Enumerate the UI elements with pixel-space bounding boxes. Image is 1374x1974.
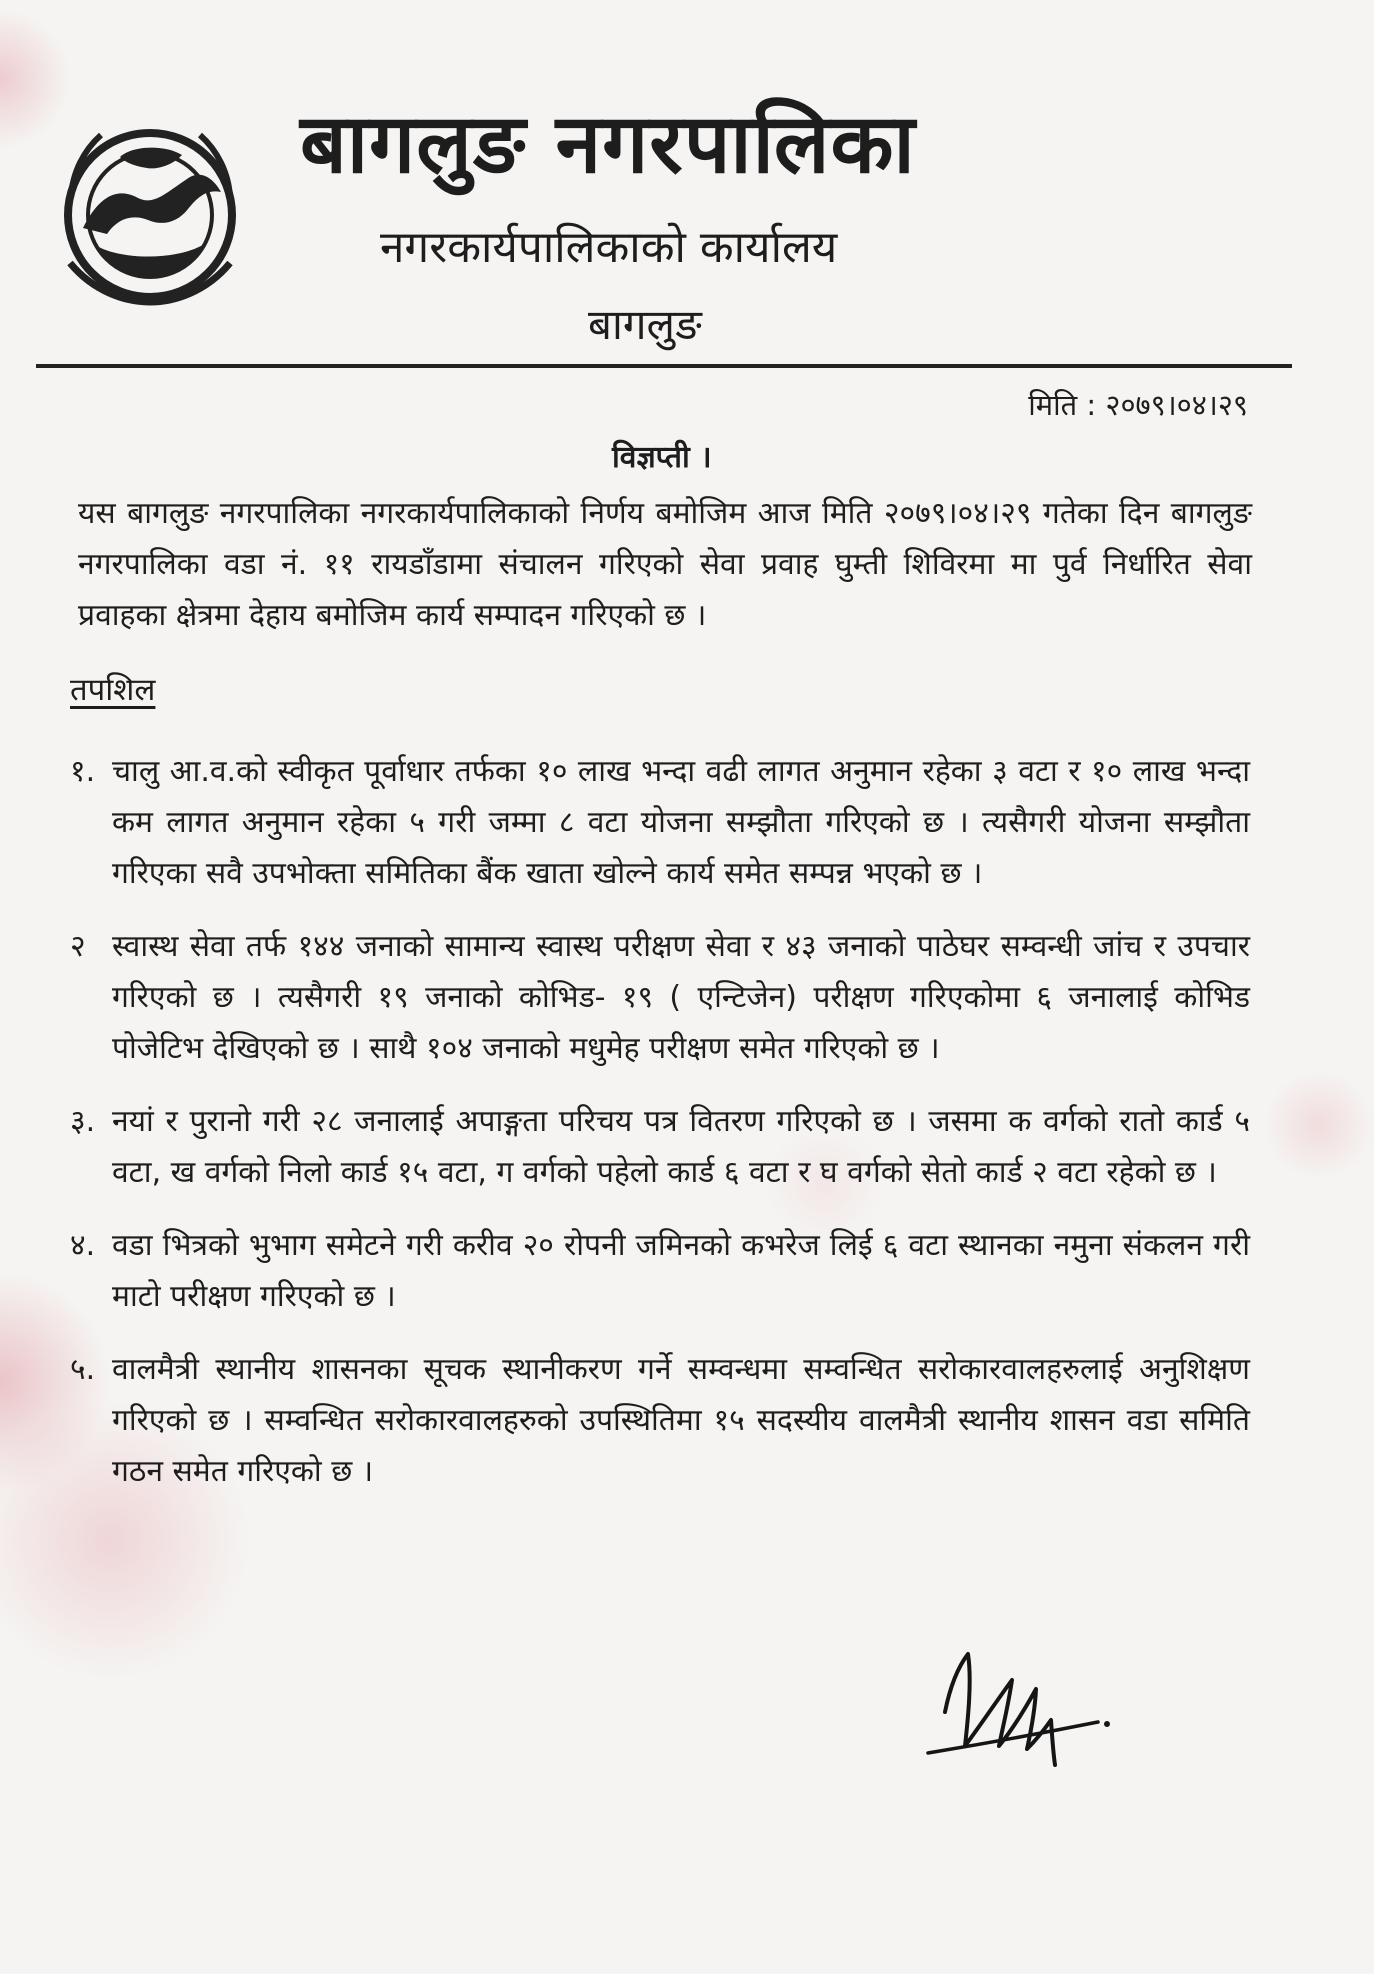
list-item-text: नयां र पुरानो गरी २८ जनालाई अपाङ्गता परिचय पत्र वितरण गरिएको छ । जसमा क वर्गको रातो कार्ड ५ वटा, ख वर्गको निलो कार्ड १५ वटा, ग वर्गको पहेलो कार्ड ६ वटा र घ वर्गको सेतो कार्ड २ वटा रहेको छ । — [112, 1104, 1250, 1190]
list-item-text: स्वास्थ सेवा तर्फ १४४ जनाको सामान्य स्वास्थ परीक्षण सेवा र ४३ जनाको पाठेघर सम्वन्धी जांच र उपचार गरिएको छ । त्यसैगरी १९ जनाको कोभिड- १९ ( एन्टिजेन) परीक्षण गरिएकोमा ६ जनालाई कोभिड पोजेटिभ देखिएको छ । साथै १०४ जनाको मधुमेह परीक्षण समेत गरिएको छ । — [112, 929, 1250, 1066]
date-value: २०७९।०४।२९ — [1105, 388, 1248, 422]
list-item-number: १. — [70, 754, 96, 789]
date-row — [1028, 388, 1248, 423]
notice-title: विज्ञप्ती । — [612, 440, 712, 475]
list-item — [70, 1220, 1250, 1322]
list-item-number: ५. — [70, 1352, 96, 1387]
notice-list — [70, 746, 1250, 1519]
list-item — [70, 1344, 1250, 1497]
list-item-text: वालमैत्री स्थानीय शासनका सूचक स्थानीकरण गर्ने सम्वन्धमा सम्वन्धित सरोकारवालहरुलाई अनुशिक्षण गरिएको छ । सम्वन्धित सरोकारवालहरुको उपस्थितिमा १५ सदस्यीय वालमैत्री स्थानीय शासन वडा समिति गठन समेत गरिएको छ । — [112, 1352, 1250, 1489]
list-item-text: चालु आ.व.को स्वीकृत पूर्वाधार तर्फका १० लाख भन्दा वढी लागत अनुमान रहेका ३ वटा र १० लाख भन्दा कम लागत अनुमान रहेका ५ गरी जम्मा ८ वटा योजना सम्झौता गरिएको छ । त्यसैगरी योजना सम्झौता गरिएका सवै उपभोक्ता समितिका बैंक खाता खोल्ने कार्य समेत सम्पन्न भएको छ । — [112, 754, 1250, 891]
municipality-title: बागलुङ नगरपालिका — [300, 97, 916, 192]
office-subtitle: नगरकार्यपालिकाको कार्यालय — [380, 222, 838, 273]
list-item-number: ३. — [70, 1104, 96, 1139]
details-heading: तपशिल — [70, 672, 156, 708]
list-item-number: ४. — [70, 1228, 96, 1263]
list-item — [70, 746, 1250, 899]
handwritten-signature-icon — [910, 1620, 1120, 1790]
list-item-text: वडा भित्रको भुभाग समेटने गरी करीव २० रोपनी जमिनको कभरेज लिई ६ वटा स्थानका नमुना संकलन गरी माटो परीक्षण गरिएको छ । — [112, 1228, 1250, 1314]
date-label: मिति : — [1028, 388, 1097, 422]
nepal-government-emblem-icon — [36, 110, 264, 320]
office-location: बागलुङ — [588, 300, 702, 349]
list-item — [70, 921, 1250, 1074]
list-item-number: २ — [70, 929, 86, 964]
notice-intro: यस बागलुङ नगरपालिका नगरकार्यपालिकाको निर्णय बमोजिम आज मिति २०७९।०४।२९ गतेका दिन बागलुङ नगरपालिका वडा नं. ११ रायडाँडामा संचालन गरिएको सेवा प्रवाह घुम्ती शिविरमा मा पुर्व निर्धारित सेवा प्रवाहका क्षेत्रमा देहाय बमोजिम कार्य सम्पादन गरिएको छ । — [78, 496, 1252, 633]
header-rule — [36, 364, 1292, 368]
list-item — [70, 1096, 1250, 1198]
